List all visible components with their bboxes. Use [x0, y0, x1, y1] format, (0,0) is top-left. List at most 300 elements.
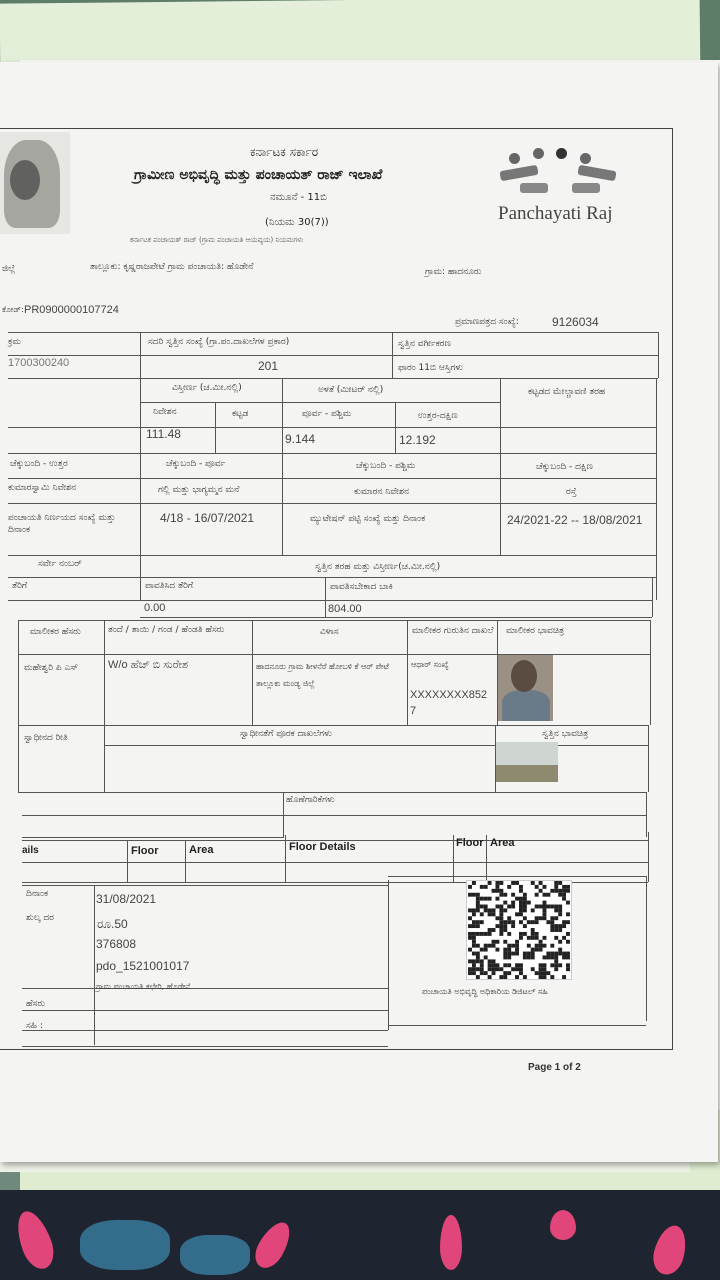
qr-module	[515, 881, 519, 885]
roof-type-header: ಕಟ್ಟಡದ ಮೇಲ್ಚಾವಣಿ ತರಹ	[528, 387, 606, 397]
qr-code	[466, 880, 572, 980]
qr-module	[468, 916, 472, 920]
qr-module	[507, 963, 511, 967]
qr-module	[507, 932, 511, 936]
qr-module	[507, 944, 511, 948]
qr-module	[503, 908, 507, 912]
liabilities-label: ಹೊಣೆಗಾರಿಕೆಗಳು	[286, 795, 335, 805]
resolution-label: ಪಂಚಾಯತಿ ನಿರ್ಣಯದ ಸಂಖ್ಯೆ ಮತ್ತು ದಿನಾಂಕ	[8, 513, 116, 535]
qr-module	[523, 901, 527, 905]
qr-module	[543, 936, 547, 940]
owner-photo-body	[502, 690, 550, 721]
qr-module	[484, 908, 488, 912]
owner-id-number: XXXXXXXX852	[410, 689, 488, 701]
qr-module	[515, 975, 519, 979]
qr-module	[566, 889, 570, 893]
qr-module	[554, 959, 558, 963]
qr-module	[472, 881, 476, 885]
qr-module	[503, 940, 507, 944]
qr-module	[543, 908, 547, 912]
qr-module	[554, 905, 558, 909]
date-label: ದಿನಾಂಕ	[26, 889, 49, 899]
qr-module	[499, 916, 503, 920]
qr-module	[499, 920, 503, 924]
qr-module	[527, 936, 531, 940]
qr-module	[535, 948, 539, 952]
north-boundary: ಕುಮಾರಸ್ವಾಮಿ ನಿವೇಶನ	[8, 483, 77, 493]
north-south-value: 12.192	[399, 433, 436, 447]
qr-module	[476, 975, 480, 979]
qr-module	[472, 924, 476, 928]
property-type-label: ಸ್ವತ್ತಿನ ತರಹ ಮತ್ತು ವಿಸ್ತೀರ್ಣ(ಚ.ಮೀ.ನಲ್ಲಿ)	[315, 562, 441, 572]
owner-photo-label: ಮಾಲೀಕರ ಭಾವಚಿತ್ರ	[506, 626, 565, 636]
qr-module	[558, 881, 562, 885]
qr-module	[499, 889, 503, 893]
qr-module	[476, 955, 480, 959]
signature-label: ಸಹಿ :	[26, 1021, 43, 1031]
qr-module	[468, 924, 472, 928]
pdo-id: pdo_1521001017	[96, 959, 190, 973]
qr-module	[562, 893, 566, 897]
qr-module	[499, 908, 503, 912]
qr-module	[515, 967, 519, 971]
floor-column-2: Floor	[456, 837, 484, 849]
qr-module	[531, 967, 535, 971]
qr-module	[476, 924, 480, 928]
emblem-figure-center	[10, 160, 40, 200]
qr-module	[480, 948, 484, 952]
qr-module	[511, 881, 515, 885]
qr-module	[554, 967, 558, 971]
qr-module	[539, 948, 543, 952]
qr-module	[507, 971, 511, 975]
qr-module	[566, 932, 570, 936]
qr-module	[531, 936, 535, 940]
qr-module	[527, 955, 531, 959]
qr-module	[515, 948, 519, 952]
qr-module	[527, 901, 531, 905]
qr-module	[554, 928, 558, 932]
property-photo-label: ಸ್ವತ್ತಿನ ಭಾವಚಿತ್ರ	[542, 729, 589, 739]
qr-module	[472, 967, 476, 971]
qr-module	[550, 952, 554, 956]
qr-module	[531, 955, 535, 959]
qr-module	[523, 975, 527, 979]
qr-module	[550, 905, 554, 909]
qr-module	[539, 905, 543, 909]
owner-address-label: ವಿಳಾಸ	[320, 627, 339, 637]
qr-module	[535, 944, 539, 948]
qr-module	[558, 889, 562, 893]
qr-module	[476, 897, 480, 901]
qr-module	[472, 920, 476, 924]
qr-module	[519, 885, 523, 889]
qr-module	[492, 944, 496, 948]
survey-number-label: ಸರ್ವೇ ನಂಬರ್	[38, 559, 82, 569]
fee-value: ರೂ.50	[97, 917, 128, 931]
qr-module	[488, 881, 492, 885]
qr-module	[566, 955, 570, 959]
owner-relation: W/o ಹೆಚ್ ಬಿ ಸುರೇಶ	[108, 659, 189, 671]
qr-module	[550, 916, 554, 920]
qr-module	[519, 936, 523, 940]
qr-module	[543, 971, 547, 975]
owner-id-label: ಮಾಲೀಕರ ಗುರುತಿನ ದಾಖಲೆ	[412, 626, 494, 636]
site-area-value: 111.48	[146, 427, 181, 441]
qr-module	[546, 905, 550, 909]
qr-module	[515, 963, 519, 967]
qr-module	[550, 889, 554, 893]
qr-module	[468, 959, 472, 963]
tax-due-value: 804.00	[328, 603, 362, 615]
qr-module	[492, 971, 496, 975]
qr-module	[484, 897, 488, 901]
issue-date: 31/08/2021	[96, 892, 157, 906]
qr-module	[507, 916, 511, 920]
qr-module	[492, 940, 496, 944]
qr-module	[531, 881, 535, 885]
qr-module	[562, 955, 566, 959]
qr-module	[531, 952, 535, 956]
qr-module	[515, 944, 519, 948]
qr-module	[523, 893, 527, 897]
qr-module	[554, 889, 558, 893]
qr-module	[472, 952, 476, 956]
qr-module	[503, 971, 507, 975]
form-subtitle: ಕರ್ನಾಟಕ ಪಂಚಾಯತ್ ರಾಜ್ (ಗ್ರಾಮ ಪಂಚಾಯತಿ ಆಯವ್ಯಯ) ನಿಯಮಗಳು	[130, 236, 304, 244]
survey-number: 201	[258, 359, 279, 373]
qr-module	[488, 959, 492, 963]
qr-module	[511, 944, 515, 948]
qr-module	[499, 932, 503, 936]
qr-module	[499, 924, 503, 928]
qr-module	[539, 967, 543, 971]
qr-module	[519, 897, 523, 901]
qr-module	[566, 885, 570, 889]
qr-module	[492, 963, 496, 967]
qr-module	[484, 948, 488, 952]
qr-module	[550, 963, 554, 967]
qr-module	[531, 920, 535, 924]
certificate-label: ಪ್ರಮಾಣಪತ್ರದ ಸಂಖ್ಯೆ:	[455, 317, 519, 327]
tax-paid-value: 0.00	[144, 602, 166, 614]
qr-module	[539, 975, 543, 979]
qr-module	[519, 889, 523, 893]
qr-module	[507, 955, 511, 959]
qr-module	[503, 924, 507, 928]
qr-module	[476, 908, 480, 912]
survey-header: ಸದರಿ ಸ್ವತ್ತಿನ ಸಂಖ್ಯೆ (ಗ್ರಾ.ಪಂ.ದಾಖಲೆಗಳ ಪ್ರಕಾರ)	[148, 337, 290, 347]
qr-module	[499, 905, 503, 909]
qr-module	[566, 901, 570, 905]
qr-module	[554, 955, 558, 959]
qr-module	[543, 963, 547, 967]
qr-module	[515, 912, 519, 916]
qr-module	[511, 901, 515, 905]
qr-module	[543, 893, 547, 897]
supporting-docs-label: ಸ್ವಾಧೀನತೆಗೆ ಪೂರಕ ದಾಖಲೆಗಳು	[240, 729, 332, 739]
qr-module	[546, 952, 550, 956]
qr-module	[472, 959, 476, 963]
qr-module	[495, 885, 499, 889]
qr-module	[539, 963, 543, 967]
qr-module	[495, 967, 499, 971]
qr-module	[543, 885, 547, 889]
qr-module	[527, 944, 531, 948]
owner-name: ಮಹೇಶ್ವರಿ ಪಿ ಎಸ್	[24, 663, 79, 673]
qr-module	[539, 944, 543, 948]
qr-module	[476, 901, 480, 905]
qr-module	[492, 928, 496, 932]
taluk-line: ತಾಲ್ಲೂಕು: ಕೃಷ್ಣರಾಜಪೇಟೆ ಗ್ರಾಮ ಪಂಚಾಯತಿ: ಹೊಡೇನೆ	[90, 262, 254, 272]
qr-module	[550, 955, 554, 959]
qr-module	[476, 932, 480, 936]
property-photo-ground	[496, 765, 558, 782]
east-west-value: 9.144	[285, 432, 316, 446]
qr-module	[511, 893, 515, 897]
qr-module	[558, 908, 562, 912]
qr-module	[476, 967, 480, 971]
digital-signature-label: ಪಂಚಾಯತಿ ಅಭಿವೃದ್ಧಿ ಅಧಿಕಾರಿಯ ಡಿಜಿಟಲ್ ಸಹಿ	[422, 987, 548, 996]
qr-module	[523, 932, 527, 936]
qr-module	[503, 920, 507, 924]
qr-module	[531, 948, 535, 952]
qr-module	[558, 924, 562, 928]
qr-module	[535, 916, 539, 920]
qr-module	[550, 944, 554, 948]
qr-module	[503, 901, 507, 905]
qr-module	[488, 897, 492, 901]
owner-name-label: ಮಾಲೀಕರ ಹೆಸರು	[30, 627, 81, 637]
department-title: ಗ್ರಾಮೀಣ ಅಭಿವೃದ್ಧಿ ಮತ್ತು ಪಂಚಾಯತ್ ರಾಜ್ ಇಲಾಖೆ	[134, 167, 383, 183]
qr-module	[519, 963, 523, 967]
qr-module	[546, 955, 550, 959]
property-code: 1700300240	[8, 357, 70, 369]
qr-module	[488, 928, 492, 932]
qr-module	[539, 940, 543, 944]
qr-module	[550, 920, 554, 924]
floor-column: Floor	[131, 845, 159, 857]
qr-module	[566, 912, 570, 916]
qr-module	[535, 920, 539, 924]
receipt-number: 376808	[96, 937, 137, 951]
issuer-name-label: ಹೆಸರು	[26, 999, 45, 1009]
qr-module	[531, 932, 535, 936]
qr-module	[527, 952, 531, 956]
qr-module	[558, 952, 562, 956]
qr-module	[527, 920, 531, 924]
qr-module	[562, 975, 566, 979]
qr-module	[558, 948, 562, 952]
qr-module	[476, 893, 480, 897]
qr-module	[507, 905, 511, 909]
qr-module	[562, 924, 566, 928]
qr-module	[468, 893, 472, 897]
qr-module	[495, 948, 499, 952]
west-boundary-label: ಚೆಕ್ಕುಬಂದಿ - ಪಶ್ಚಿಮ	[356, 461, 416, 471]
qr-module	[562, 920, 566, 924]
qr-module	[515, 952, 519, 956]
qr-module	[488, 908, 492, 912]
qr-module	[476, 952, 480, 956]
owner-id-type: ಆಧಾರ್ ಸಂಖ್ಯೆ	[411, 660, 449, 669]
floor-details-column: Floor Details	[289, 841, 356, 853]
qr-module	[511, 920, 515, 924]
qr-module	[499, 928, 503, 932]
qr-module	[495, 924, 499, 928]
qr-module	[484, 885, 488, 889]
qr-module	[488, 932, 492, 936]
tax-due-label: ಪಾವತಿಸಬೇಕಾದ ಬಾಕಿ	[330, 582, 393, 592]
qr-module	[468, 932, 472, 936]
area-column: Area	[189, 844, 214, 856]
mutation-label: ಮ್ಯುಟೇಷನ್ ಪಟ್ಟಿ ಸಂಖ್ಯೆ ಮತ್ತು ದಿನಾಂಕ	[310, 514, 426, 524]
qr-module	[476, 905, 480, 909]
qr-module	[480, 912, 484, 916]
logo-text: Panchayati Raj	[498, 203, 613, 224]
qr-module	[523, 916, 527, 920]
qr-module	[566, 952, 570, 956]
qr-module	[468, 885, 472, 889]
qr-module	[523, 905, 527, 909]
form-number: ನಮೂನೆ - 11ಬಿ	[270, 192, 327, 203]
owner-id-number-end: 7	[410, 705, 417, 717]
qr-module	[535, 885, 539, 889]
fabric-background	[0, 1190, 720, 1280]
qr-module	[550, 924, 554, 928]
qr-module	[503, 963, 507, 967]
qr-module	[558, 940, 562, 944]
qr-module	[519, 971, 523, 975]
pid-label: ಕೋಡ್:	[2, 305, 24, 314]
qr-module	[468, 936, 472, 940]
qr-module	[495, 897, 499, 901]
qr-module	[554, 936, 558, 940]
qr-module	[543, 901, 547, 905]
certificate-number: 9126034	[552, 315, 599, 329]
qr-module	[492, 912, 496, 916]
qr-module	[476, 959, 480, 963]
qr-module	[562, 952, 566, 956]
qr-module	[499, 893, 503, 897]
qr-module	[480, 959, 484, 963]
south-boundary-label: ಚೆಕ್ಕುಬಂದಿ - ದಕ್ಷಿಣ	[536, 462, 593, 472]
qr-module	[562, 936, 566, 940]
qr-module	[562, 885, 566, 889]
qr-module	[562, 889, 566, 893]
qr-module	[511, 967, 515, 971]
issuing-office: ಗ್ರಾಮ ಪಂಚಾಯತಿ ಕಛೇರಿ, ಹೊಡೇನೆ	[96, 982, 191, 991]
qr-module	[503, 928, 507, 932]
qr-module	[468, 967, 472, 971]
district-label: ಜಿಲ್ಲೆ	[2, 264, 16, 274]
qr-module	[495, 916, 499, 920]
qr-module	[480, 905, 484, 909]
qr-module	[535, 893, 539, 897]
qr-module	[480, 897, 484, 901]
qr-module	[554, 916, 558, 920]
east-west-column: ಪೂರ್ವ - ಪಶ್ಚಿಮ	[302, 409, 352, 419]
qr-module	[550, 928, 554, 932]
qr-module	[507, 952, 511, 956]
qr-module	[472, 936, 476, 940]
fee-label: ಶುಲ್ಕ ದರ	[26, 913, 54, 923]
qr-module	[484, 971, 488, 975]
qr-module	[566, 920, 570, 924]
qr-module	[488, 975, 492, 979]
qr-module	[531, 928, 535, 932]
qr-module	[535, 971, 539, 975]
qr-module	[492, 967, 496, 971]
qr-module	[472, 940, 476, 944]
qr-module	[531, 908, 535, 912]
qr-module	[495, 940, 499, 944]
qr-module	[503, 893, 507, 897]
qr-module	[507, 885, 511, 889]
qr-module	[468, 948, 472, 952]
qr-module	[539, 916, 543, 920]
qr-module	[515, 897, 519, 901]
qr-module	[543, 967, 547, 971]
qr-module	[519, 908, 523, 912]
qr-module	[558, 893, 562, 897]
tax-paid-label: ಪಾವತಿಸಿದ ತೆರಿಗೆ	[145, 581, 194, 591]
tax-row-label: ತೆರಿಗೆ	[12, 581, 28, 591]
qr-module	[480, 932, 484, 936]
north-south-column: ಉತ್ತರ-ದಕ್ಷಿಣ	[418, 411, 458, 421]
qr-module	[515, 940, 519, 944]
qr-module	[554, 881, 558, 885]
qr-module	[472, 908, 476, 912]
page-number: Page 1 of 2	[528, 1062, 581, 1073]
qr-module	[543, 944, 547, 948]
qr-module	[554, 952, 558, 956]
qr-module	[558, 912, 562, 916]
owner-address: ಹಾದನೂರು ಗ್ರಾಮ ಶೀಳನೆರೆ ಹೋಬಳಿ ಕೆ ಆರ್ ಪೇಟೆ ತಾಲ್ಲೂಕು ಮಂಡ್ಯ ಜಿಲ್ಲೆ	[256, 662, 389, 688]
qr-module	[492, 908, 496, 912]
qr-module	[472, 893, 476, 897]
qr-module	[539, 889, 543, 893]
qr-module	[480, 920, 484, 924]
qr-module	[519, 932, 523, 936]
qr-module	[554, 908, 558, 912]
mutation-value: 24/2021-22 -- 18/08/2021	[507, 513, 643, 527]
qr-module	[495, 963, 499, 967]
qr-module	[488, 944, 492, 948]
qr-module	[472, 932, 476, 936]
qr-module	[488, 963, 492, 967]
classification-header: ಸ್ವತ್ತಿನ ವರ್ಗೀಕರಣ	[398, 339, 451, 349]
qr-module	[503, 952, 507, 956]
row-label: ಕ್ರಮ	[8, 337, 21, 347]
area-column-2: Area	[490, 837, 515, 849]
qr-module	[476, 920, 480, 924]
qr-module	[488, 967, 492, 971]
qr-module	[550, 975, 554, 979]
qr-module	[519, 920, 523, 924]
qr-module	[499, 912, 503, 916]
qr-module	[554, 885, 558, 889]
qr-module	[523, 897, 527, 901]
qr-module	[566, 967, 570, 971]
qr-module	[543, 912, 547, 916]
qr-module	[484, 932, 488, 936]
classification-value: ಫಾರಂ 11ಬಿ ಆಸ್ತಿಗಳು	[398, 363, 464, 373]
qr-module	[539, 881, 543, 885]
qr-module	[543, 916, 547, 920]
south-boundary: ರಸ್ತೆ	[566, 487, 577, 497]
qr-module	[558, 928, 562, 932]
